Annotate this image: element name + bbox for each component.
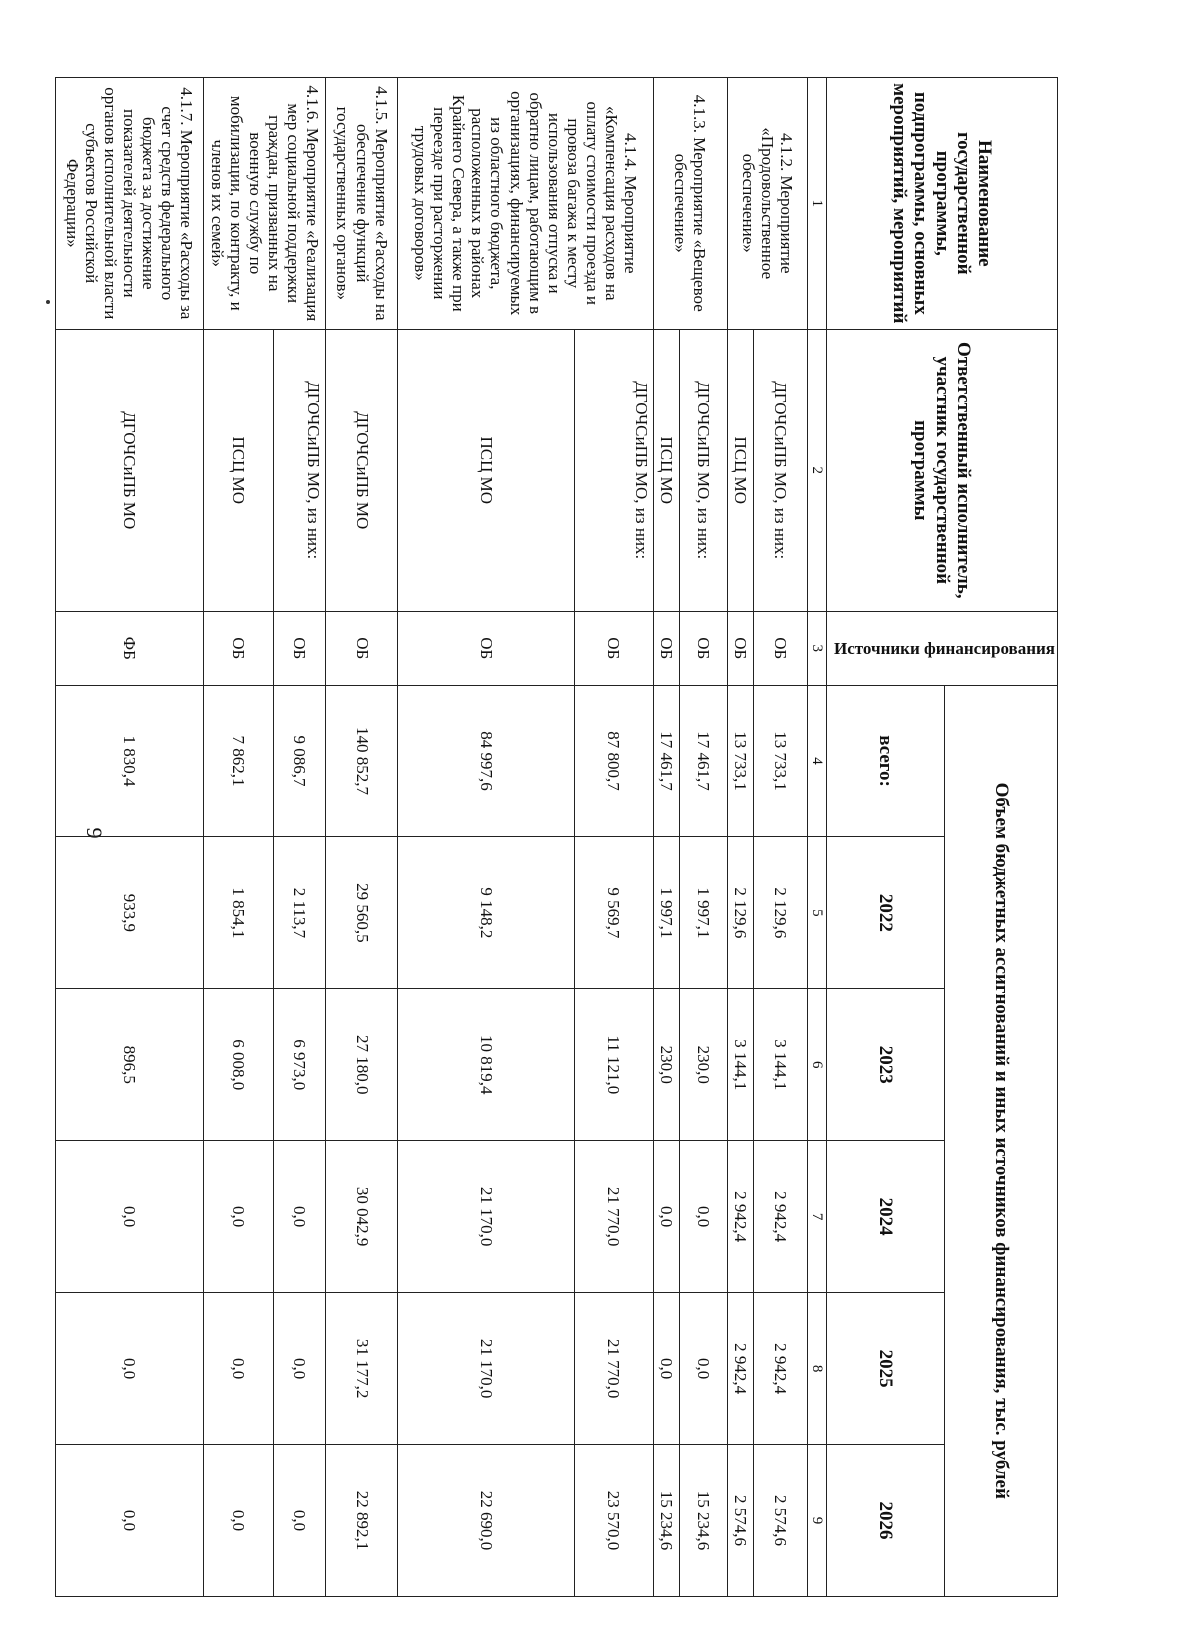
value-cell: 10 819,4 (398, 989, 575, 1141)
value-cell: 87 800,7 (575, 685, 653, 837)
value-cell: 17 461,7 (653, 685, 680, 837)
col-index: 5 (807, 837, 826, 989)
value-cell: 27 180,0 (326, 989, 398, 1141)
col-index: 1 (807, 78, 826, 330)
value-cell: 0,0 (55, 1141, 203, 1293)
source-cell: ОБ (326, 612, 398, 686)
table-row (55, 78, 203, 1597)
header-volume: Объем бюджетных ассигнований и иных источников финансирования, тыс. рублей (945, 685, 1058, 1596)
header-year-2022: 2022 (826, 837, 944, 989)
page-number: 9 (82, 827, 107, 839)
value-cell: 0,0 (55, 1445, 203, 1597)
value-cell: 0,0 (203, 1293, 273, 1445)
value-cell: 21 770,0 (575, 1293, 653, 1445)
value-cell: 17 461,7 (680, 685, 727, 837)
executor-cell: ПСЦ МО (653, 329, 680, 611)
table-row (274, 78, 326, 1597)
executor-cell: ПСЦ МО (727, 329, 754, 611)
value-cell: 13 733,1 (727, 685, 754, 837)
header-source-text: Источники финансирования (834, 638, 1055, 658)
value-cell: 1 854,1 (203, 837, 273, 989)
value-cell: 6 008,0 (203, 989, 273, 1141)
scan-speck (46, 300, 50, 304)
value-cell: 84 997,6 (398, 685, 575, 837)
value-cell: 29 560,5 (326, 837, 398, 989)
column-index-row (807, 78, 826, 1597)
value-cell: 140 852,7 (326, 685, 398, 837)
value-cell: 896,5 (55, 989, 203, 1141)
value-cell: 13 733,1 (754, 685, 807, 837)
value-cell: 0,0 (203, 1141, 273, 1293)
value-cell: 933,9 (55, 837, 203, 989)
measure-name: 4.1.2. Мероприятие «Продовольственное обеспечение» (727, 78, 807, 330)
value-cell: 0,0 (653, 1141, 680, 1293)
value-cell: 11 121,0 (575, 989, 653, 1141)
col-index: 9 (807, 1445, 826, 1597)
value-cell: 0,0 (274, 1141, 326, 1293)
header-year-2023: 2023 (826, 989, 944, 1141)
value-cell: 2 942,4 (754, 1293, 807, 1445)
value-cell: 0,0 (55, 1293, 203, 1445)
col-index: 4 (807, 685, 826, 837)
value-cell: 2 129,6 (754, 837, 807, 989)
table-row (754, 78, 807, 1597)
executor-cell: ДГОЧСиПБ МО (55, 329, 203, 611)
executor-cell: ДГОЧСиПБ МО, из них: (575, 329, 653, 611)
value-cell: 0,0 (653, 1293, 680, 1445)
value-cell: 9 086,7 (274, 685, 326, 837)
value-cell: 15 234,6 (680, 1445, 727, 1597)
value-cell: 1 997,1 (680, 837, 727, 989)
rotated-table-container (62, 77, 1058, 1597)
value-cell: 0,0 (274, 1293, 326, 1445)
source-cell: ОБ (398, 612, 575, 686)
header-total: всего: (826, 685, 944, 837)
value-cell: 2 574,6 (727, 1445, 754, 1597)
measure-name: 4.1.6. Мероприятие «Реализация мер социальной поддержки граждан, призванных на военную службу по мобилизации, по контракту, и членов их семей» (203, 78, 326, 330)
source-cell: ОБ (680, 612, 727, 686)
value-cell: 3 144,1 (754, 989, 807, 1141)
value-cell: 0,0 (203, 1445, 273, 1597)
value-cell: 2 113,7 (274, 837, 326, 989)
header-year-2024: 2024 (826, 1141, 944, 1293)
value-cell: 3 144,1 (727, 989, 754, 1141)
value-cell: 2 129,6 (727, 837, 754, 989)
header-name: Наименование государственной программы, подпрограммы, основных мероприятий, мероприятий (826, 78, 1057, 330)
budget-table (55, 77, 1058, 1597)
header-year-2026: 2026 (826, 1445, 944, 1597)
measure-name: 4.1.4. Мероприятие «Компенсация расходов на оплату стоимости проезда и провоза багажа к месту использования отпуска и обратно лицам, работающим в организациях, финансируемых из областного бюджета, расположенных в районах Крайнего Севера, а также при переезде при расторжении трудовых договоров» (398, 78, 653, 330)
source-cell: ОБ (754, 612, 807, 686)
source-cell: ФБ (55, 612, 203, 686)
value-cell: 6 973,0 (274, 989, 326, 1141)
executor-cell: ДГОЧСиПБ МО (326, 329, 398, 611)
value-cell: 9 148,2 (398, 837, 575, 989)
value-cell: 1 997,1 (653, 837, 680, 989)
col-index: 3 (807, 612, 826, 686)
source-cell: ОБ (274, 612, 326, 686)
col-index: 8 (807, 1293, 826, 1445)
value-cell: 21 770,0 (575, 1141, 653, 1293)
executor-cell: ДГОЧСиПБ МО, из них: (754, 329, 807, 611)
header-year-2025: 2025 (826, 1293, 944, 1445)
value-cell: 15 234,6 (653, 1445, 680, 1597)
value-cell: 21 170,0 (398, 1293, 575, 1445)
value-cell: 7 862,1 (203, 685, 273, 837)
source-cell: ОБ (203, 612, 273, 686)
source-cell: ОБ (653, 612, 680, 686)
header-executor: Ответственный исполнитель, участник государственной программы (826, 329, 1057, 611)
executor-cell: ПСЦ МО (398, 329, 575, 611)
value-cell: 230,0 (680, 989, 727, 1141)
source-cell: ОБ (727, 612, 754, 686)
value-cell: 30 042,9 (326, 1141, 398, 1293)
value-cell: 2 942,4 (754, 1141, 807, 1293)
col-index: 6 (807, 989, 826, 1141)
value-cell: 0,0 (680, 1293, 727, 1445)
measure-name: 4.1.7. Мероприятие «Расходы за счет средств федерального бюджета за достижение показателей деятельности органов исполнительной власти субъектов Российской Федерации» (55, 78, 203, 330)
table-row (326, 78, 398, 1597)
col-index: 2 (807, 329, 826, 611)
value-cell: 0,0 (274, 1445, 326, 1597)
measure-name: 4.1.3. Мероприятие «Вещевое обеспечение» (653, 78, 727, 330)
value-cell: 1 830,4 (55, 685, 203, 837)
source-cell: ОБ (575, 612, 653, 686)
col-index: 7 (807, 1141, 826, 1293)
measure-name: 4.1.5. Мероприятие «Расходы на обеспечение функций государственных органов» (326, 78, 398, 330)
value-cell: 2 942,4 (727, 1293, 754, 1445)
value-cell: 2 574,6 (754, 1445, 807, 1597)
table-row (575, 78, 653, 1597)
executor-cell: ПСЦ МО (203, 329, 273, 611)
executor-cell: ДГОЧСиПБ МО, из них: (274, 329, 326, 611)
table-row (680, 78, 727, 1597)
value-cell: 22 690,0 (398, 1445, 575, 1597)
value-cell: 230,0 (653, 989, 680, 1141)
executor-cell: ДГОЧСиПБ МО, из них: (680, 329, 727, 611)
value-cell: 2 942,4 (727, 1141, 754, 1293)
value-cell: 31 177,2 (326, 1293, 398, 1445)
value-cell: 22 892,1 (326, 1445, 398, 1597)
value-cell: 9 569,7 (575, 837, 653, 989)
value-cell: 0,0 (680, 1141, 727, 1293)
value-cell: 23 570,0 (575, 1445, 653, 1597)
header-source (826, 612, 1057, 686)
value-cell: 21 170,0 (398, 1141, 575, 1293)
